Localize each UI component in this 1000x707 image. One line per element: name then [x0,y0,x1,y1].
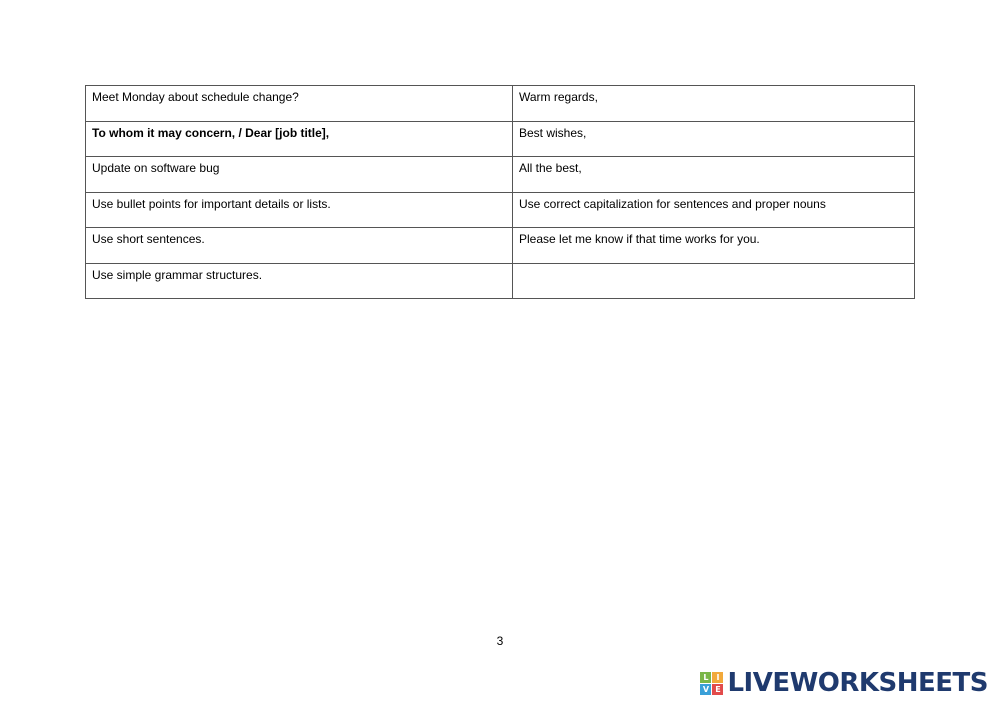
table-row [86,263,915,299]
logo-tile: V [700,684,711,695]
table-row [86,157,915,193]
liveworksheets-logo-icon [700,672,723,695]
table-cell-right: Best wishes, [513,121,915,157]
table-cell-right: Warm regards, [513,86,915,122]
logo-tile: L [700,672,711,683]
logo-tile: I [712,672,723,683]
table-cell-left: To whom it may concern, / Dear [job title], [86,121,513,157]
table-cell-left: Update on software bug [86,157,513,193]
table-row [86,121,915,157]
table-row [86,228,915,264]
table-cell-left: Use short sentences. [86,228,513,264]
table-row [86,192,915,228]
worksheet-table [85,85,915,299]
table-cell-right: Please let me know if that time works for you. [513,228,915,264]
table-cell-right: Use correct capitalization for sentences and proper nouns [513,192,915,228]
table-cell-left: Meet Monday about schedule change? [86,86,513,122]
brand-wordmark: LIVEWORKSHEETS [727,668,988,698]
page-number: 3 [496,634,504,648]
table-cell-left: Use bullet points for important details or lists. [86,192,513,228]
table-row [86,86,915,122]
liveworksheets-brand [700,668,988,698]
logo-tile: E [712,684,723,695]
table-cell-left: Use simple grammar structures. [86,263,513,299]
table-cell-right: All the best, [513,157,915,193]
table-cell-right [513,263,915,299]
